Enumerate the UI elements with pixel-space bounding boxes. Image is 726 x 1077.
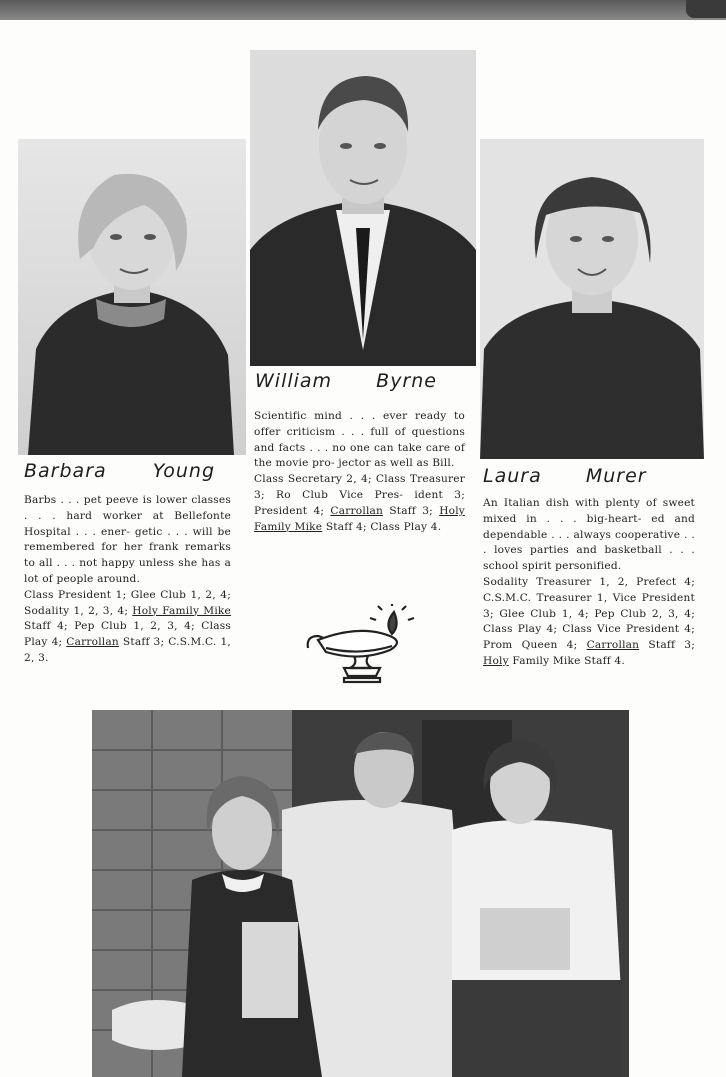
last-name: Byrne <box>376 370 437 392</box>
last-name: Murer <box>585 465 647 487</box>
activity-text: Staff 3; <box>639 639 695 652</box>
name-heading-william-byrne <box>255 370 437 392</box>
activity-text: Sodality Treasurer 1, 2, Prefect 4; C.S.M.C. Treasurer 1, Vice President 3; Glee Club 1, 4; Pep Club 2, 3, 4; Class Play 4; Class Vice President 4; Prom Queen 4; <box>483 575 695 652</box>
bio-activities <box>483 575 695 670</box>
name-heading-barbara-young <box>24 460 215 482</box>
activity-text: Class Secretary 2, 4; Class Treasurer 3; Ro Club Vice Pres- ident 3; President 4; <box>254 473 465 517</box>
activity-text: Staff 4; Class Play 4. <box>322 520 442 533</box>
group-candid-photo <box>92 710 629 1077</box>
activity-text: Staff 3; <box>383 504 440 517</box>
bio-description: Barbs . . . pet peeve is lower classes . . . hard worker at Bellefonte Hospital . . . ener- getic . . . will be remembered for her frank remarks to all . . . not happy unless she has a lot of people around. <box>24 494 231 585</box>
portrait-photo-laura-murer <box>480 139 704 459</box>
last-name: Young <box>152 460 216 482</box>
first-name: Barbara <box>24 460 107 482</box>
first-name: Laura <box>483 465 542 487</box>
activity-text: Class President 1; Glee Club 1, 2, 4; Sodality 1, 2, 3, 4; <box>24 588 231 617</box>
portrait-photo-william-byrne <box>250 50 476 366</box>
underlined-publication-name: Holy <box>483 654 509 667</box>
activity-text: Family Mike Staff 4. <box>508 654 625 667</box>
bio-description: An Italian dish with plenty of sweet mixed in . . . big-heart- ed and dependable . . . always cooperative . . . loves parties and basketball . . . school spirit personified. <box>483 497 695 573</box>
bio-description: Scientific mind . . . ever ready to offer criticism . . . full of questions and facts . . . no one can take care of the movie pro- jector as well as Bill. <box>254 410 465 470</box>
bio-william-byrne <box>254 409 465 535</box>
oil-lamp-of-learning-icon <box>304 604 418 684</box>
activity-text: Staff 3; C.S.M.C. 1, 2, 3. <box>24 636 231 664</box>
bio-activities <box>24 588 231 667</box>
bio-laura-murer <box>483 496 695 670</box>
underlined-publication-name: Holy Family Mike <box>132 604 232 617</box>
page-corner-shadow <box>686 0 726 18</box>
activity-text: Staff 4; Pep Club 1, 2, 3, 4; Class Play 4; <box>24 620 231 649</box>
page-top-band <box>0 0 726 20</box>
underlined-publication-name: Holy Family Mike <box>254 504 465 533</box>
underlined-publication-name: Carrollan <box>330 504 384 517</box>
bio-barbara-young <box>24 493 231 667</box>
portrait-photo-barbara-young <box>18 139 246 455</box>
bio-activities <box>254 472 465 535</box>
underlined-publication-name: Carrollan <box>586 639 640 652</box>
name-heading-laura-murer <box>483 465 647 487</box>
first-name: William <box>255 370 333 392</box>
underlined-publication-name: Carrollan <box>66 636 119 649</box>
